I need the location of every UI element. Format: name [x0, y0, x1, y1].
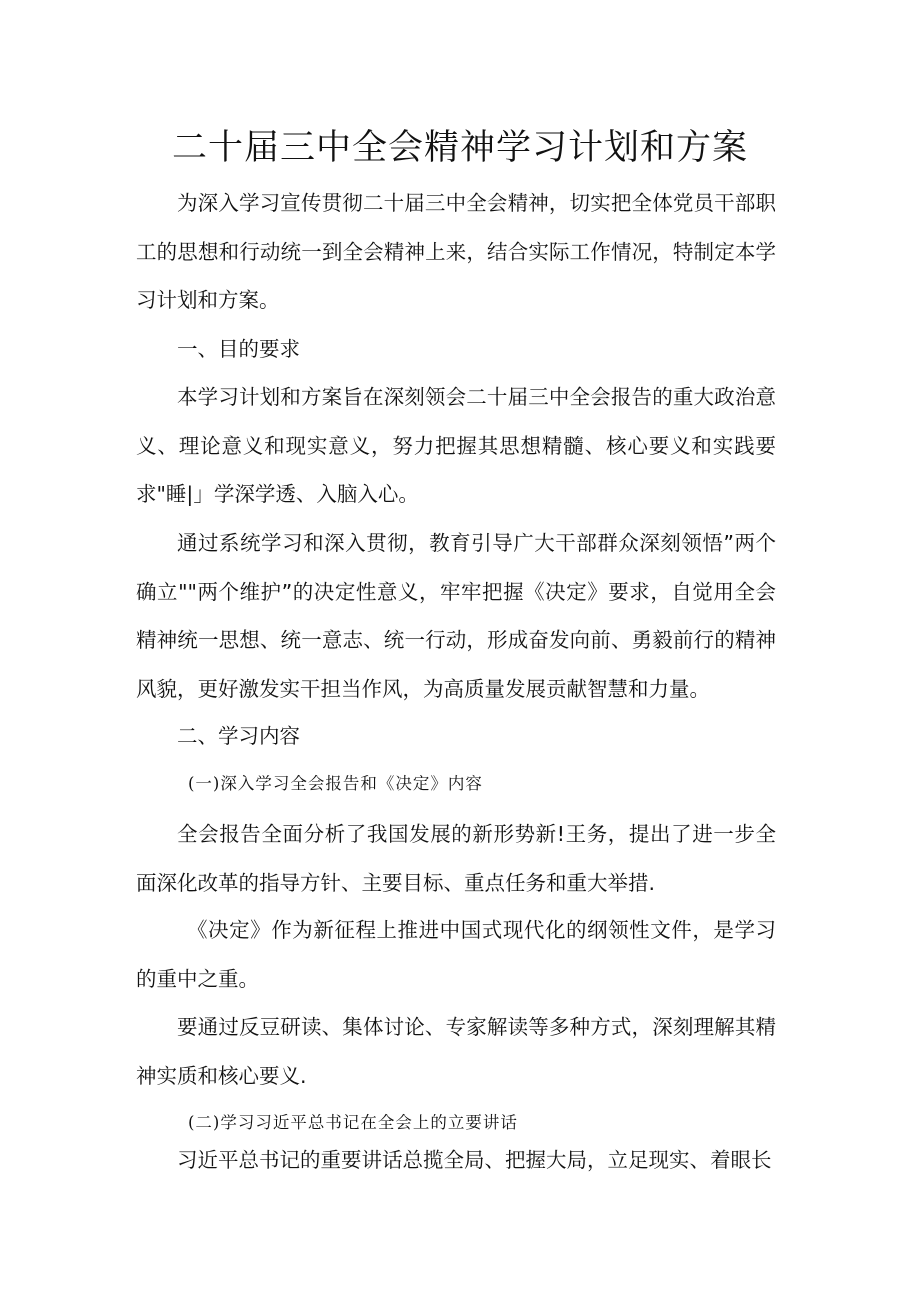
section-heading-content: 二、学习内容	[177, 724, 300, 748]
speech-paragraph-1: 习近平总书记的重要讲话总揽全局、把握大局，立足现实、着眼长	[177, 1148, 772, 1172]
content-paragraph-1: 全会报告全面分析了我国发展的新形势新!王务，提出了进一步全面深化改革的指导方针、主要目标、重点任务和重大举措.	[136, 822, 776, 895]
content-paragraph-2: 《决定》作为新征程上推进中国式现代化的纲领性文件，是学习的重中之重。	[136, 918, 776, 991]
subsection-heading-1: (一)深入学习全会报告和《决定》内容	[188, 774, 483, 793]
section-heading-goals: 一、目的要求	[177, 337, 300, 361]
subsection-heading-2: (二)学习习近平总书记在全会上的立要讲话	[188, 1113, 518, 1132]
content-paragraph-3: 要通过反豆研读、集体讨论、专家解读等多种方式，深刻理解其精神实质和核心要义.	[136, 1015, 776, 1088]
goals-paragraph-2: 通过系统学习和深入贯彻，教育引导广大干部群众深刻领悟”两个确立""两个维护”的决定性意义，牢牢把握《决定》要求，自觉用全会精神统一思想、统一意志、统一行动，形成奋发向前、勇毅前行的精神风貌，更好激发实干担当作风，为高质量发展贡献智慧和力量。	[136, 531, 776, 701]
document-title: 二十届三中全会精神学习计划和方案	[171, 128, 748, 168]
intro-paragraph: 为深入学习宣传贯彻二十届三中全会精神，切实把全体党员干部职工的思想和行动统一到全会精神上来，结合实际工作情况，特制定本学习计划和方案。	[136, 191, 776, 312]
goals-paragraph-1: 本学习计划和方案旨在深刻领会二十届三中全会报告的重大政治意义、理论意义和现实意义，努力把握其思想精髓、核心要义和实践要求"睡|」学深学透、入脑入心。	[136, 385, 776, 506]
